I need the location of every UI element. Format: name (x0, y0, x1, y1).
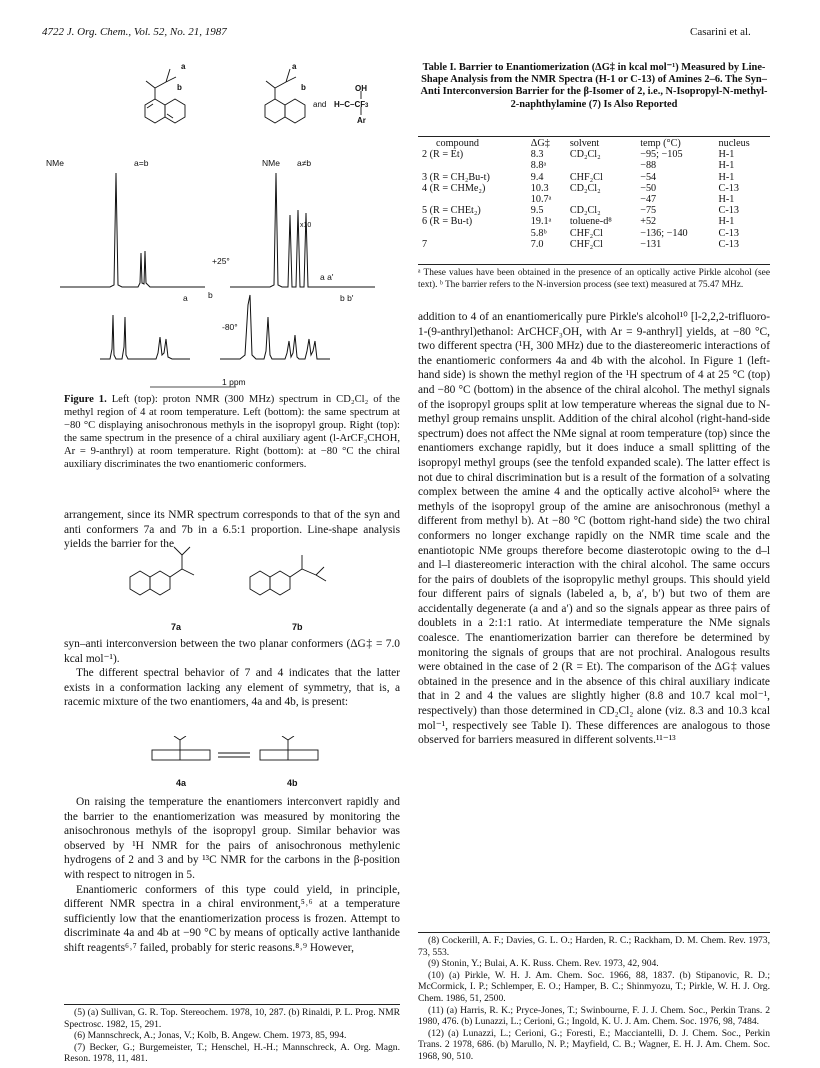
table-cell: −54 (640, 171, 657, 183)
label-7b: 7b (292, 622, 303, 632)
right-top-spectrum (230, 173, 375, 287)
label-temp-25: +25° (212, 256, 230, 266)
left-para-1: arrangement, since its NMR spectrum corresponds to that of the syn and anti conformers 7a and 7b in a 6.5:1 proportion. Line-shape analysis yields the barrier for the (64, 509, 400, 551)
table-cell: 10.7ᵃ (530, 194, 552, 206)
table-cell: −47 (640, 194, 657, 206)
figure-caption-lead: Figure 1. (64, 394, 107, 405)
footnote-8: (8) Cockerill, A. F.; Davies, G. L. O.; Harden, R. C.; Rackham, D. M. Chem. Rev. 1973, 73, 553. (418, 935, 770, 958)
right-footnote-rule (418, 932, 770, 933)
label-a-aprime: a a' (320, 272, 334, 282)
table-cell: 5 (R = CHEt₂) (422, 205, 481, 217)
table-header-cell: solvent (569, 138, 600, 149)
left-para-2: syn–anti interconversion between the two planar conformers (ΔG‡ = 7.0 kcal mol⁻¹). (64, 638, 400, 665)
table-top-rule (418, 136, 770, 137)
table-cell: 6 (R = Bu-t) (422, 216, 473, 228)
table-cell: C-13 (718, 227, 739, 239)
label-4b: 4b (287, 778, 298, 788)
struct-label-a: a (181, 62, 186, 71)
table-cell: C-13 (718, 238, 739, 250)
table-1-footnote: ᵃ These values have been obtained in the presence of an optically active Pirkle alcohol (see text). ᵇ The barrier refers to the N-inversion process (see text) measured at 75.47 MHz. (418, 268, 770, 290)
table-1 (418, 138, 770, 250)
table-cell: CHF₂Cl (569, 238, 603, 250)
table-cell: 8.8ᵃ (530, 160, 547, 172)
label-temp-80: -80° (222, 322, 238, 332)
figure-caption-text: Left (top): proton NMR (300 MHz) spectrum in CD₂Cl₂ of the methyl region of 4 at room temperature. Left (bottom): the same spectrum at −80 °C displaying anisochronous methyls in the isopropyl group. Right (top): the same spectrum in the presence of a chiral auxiliary agent (l-ArCF₃CHOH, Ar = 9-anthryl) at room temperature. Right (bottom): at −80 °C the chiral auxiliary discriminates the two enantiomeric conformers. (64, 394, 400, 470)
table-cell: C-13 (718, 205, 739, 217)
table-cell (567, 160, 637, 171)
running-head-right: Casarini et al. (690, 26, 751, 38)
label-a-neq-b: a≠b (297, 158, 312, 168)
table-header-cell: temp (°C) (640, 138, 681, 149)
left-top-spectrum (60, 173, 205, 287)
table-cell: −131 (640, 238, 662, 250)
table-header-cell: ΔG‡ (530, 138, 550, 149)
naphthylamine-with-alcohol-structure (265, 69, 361, 123)
label-x10: x10 (300, 222, 312, 229)
label-7a: 7a (171, 622, 182, 632)
table-cell: 19.1ᵃ (530, 216, 552, 228)
table-1-grid (418, 138, 770, 250)
footnote-12: (12) (a) Lunazzi, L.; Cerioni, G.; Foresti, E.; Macciantelli, D. J. Chem. Soc., Perkin Trans. 2 1978, 686. (b) Marullo, N. P.; Mayfield, C. B.; Wagner, E. H. J. Am. Chem. Soc. 1968, 90, 510. (418, 1027, 770, 1062)
table-cell (567, 194, 637, 205)
table-cell: H-1 (718, 194, 735, 206)
table-cell: H-1 (718, 216, 735, 228)
table-row (418, 239, 770, 250)
table-row (418, 216, 770, 227)
struct-label-b: b (177, 83, 182, 92)
table-cell: CD₂Cl₂ (569, 205, 601, 217)
label-a: a (183, 293, 188, 303)
table-cell: 3 (R = CH₂Bu-t) (422, 171, 490, 183)
footnote-6: (6) Mannschreck, A.; Jonas, V.; Kolb, B. Angew. Chem. 1973, 85, 994. (74, 1030, 347, 1042)
table-cell: 9.5 (530, 205, 544, 217)
table-bottom-rule (418, 264, 770, 265)
left-para-4: On raising the temperature the enantiomers interconvert rapidly and the barrier to the enantiomerization was measured by monitoring the anisochronous methyls of the isopropyl group. Similar behavior was observed by ¹H NMR for the pairs of anisochronous methylenic hydrogens of 2 and 3 and by ¹³C NMR for the carbons in the β-position with respect to nitrogen in 5. (64, 796, 400, 881)
left-bottom-spectrum (100, 315, 190, 359)
right-footnotes (418, 935, 770, 1063)
table-cell: 4 (R = CHMe₂) (422, 182, 486, 194)
table-row (418, 183, 770, 194)
running-head-left: 4722 J. Org. Chem., Vol. 52, No. 21, 1987 (42, 26, 227, 38)
table-cell: C-13 (718, 182, 739, 194)
left-footnotes (64, 1007, 400, 1065)
footnote-10: (10) (a) Pirkle, W. H. J. Am. Chem. Soc. 1966, 88, 1837. (b) Stipanovic, R. D.; McCormick, I. P.; Schlemper, E. O.; Hamper, B. C.; Shinmyozu, T.; Pirkle, W. H. J. Org. Chem. 1986, 51, 2500. (418, 969, 770, 1004)
table-cell: H-1 (718, 149, 735, 161)
table-cell: 7 (422, 238, 428, 250)
table-header-row (418, 138, 770, 149)
table-cell (418, 194, 528, 205)
figure-1-caption (64, 393, 400, 471)
structures-7a-7b-drawing (120, 545, 370, 615)
table-cell: −50 (640, 182, 657, 194)
table-row (418, 160, 770, 171)
table-cell: +52 (640, 216, 657, 228)
label-nme-right: NMe (262, 158, 280, 168)
struct-label-b-right: b (301, 83, 306, 92)
table-cell: −136; −140 (640, 227, 688, 239)
table-cell: CD₂Cl₂ (569, 149, 601, 161)
right-para-1: addition to 4 of an enantiomerically pure Pirkle's alcohol¹⁰ [l-2,2,2-trifluoro-1-(9-anthryl)ethanol: ArCHCF₃OH, with Ar = 9-anthryl] yields, at −80 °C, two different spectra (¹H, 300 MHz) due to the diastereomeric interactions of the enantiomeric conformers 4a and 4b with the alcohol. In Figure 1 (left-hand side) is shown the methyl region of the ¹H spectrum of 4 at 25 °C (top) and −80 °C (bottom) in the absence of the chiral alcohol. The methyl signals of the isopropyl groups split at low temperature whereas the signal due to N-methyl group remains unsplit. Addition of the chiral alcohol (right-hand-side spectrum) does not affect the NMe signal at room temperature (top) since the enantiomers exchange rapidly, but it does induce a small splitting of the isopropyl methyl groups (see the tenfold expanded scale). The latter effect is not due to chiral discrimination but is a result of the formation of a solvating complex between the amine 4 and the optically active alcohol⁵ᵃ where the methyls of the isopropyl group of the amine are anisochronous (methyl a different from methyl b). At −80 °C (bottom right-hand side) the two chiral conformers no longer exchange rapidly on the NMR time scale and the enantiotopic NMe groups therefore become diasterotopic owing to the d–l and l–l diastereomeric interaction with the chiral alcohol. The same occurs for the pairs of doublets of the isopropylic methyl groups. This should yield four different pairs of signals (labeled a, b, a′, b′) but two of them are accidentally degenerate (a and a′) and so the signals appear as three pairs of doublets in a 2:1:1 ratio. At intermediate temperature the NMe signals coalesce. The enantiomerization barrier can therefore be determined by monitoring the signals of groups that are not prochiral. Analogous results were obtained in the case of 2 (R = Et). The comparison of the ΔG‡ values obtained in the presence and in the absence of this chiral auxiliary indicate that in 2 and 4 the values are slightly higher (8.8 and 10.7 kcal mol⁻¹, respectively) than those determined in CD₂Cl₂ alone (viz. 8.3 and 10.3 kcal mol⁻¹, respectively see Table I). These differences are analogous to those observed for barriers measured in different solvents.¹¹⁻¹³ (418, 311, 770, 747)
table-cell: toluene-d⁸ (569, 216, 612, 228)
right-col-body (418, 310, 770, 748)
footnote-9: (9) Stonin, Y.; Bulai, A. K. Russ. Chem. Rev. 1973, 42, 904. (428, 958, 659, 970)
table-cell: 5.8ᵇ (530, 227, 547, 239)
footnote-5: (5) (a) Sullivan, G. R. Top. Stereochem. 1978, 10, 287. (b) Rinaldi, P. L. Prog. NMR Spectrosc. 1982, 15, 291. (64, 1007, 400, 1030)
table-row (418, 172, 770, 183)
label-b-bprime: b b' (340, 293, 354, 303)
structures-7a-7b (120, 545, 370, 615)
struct-label-a-right: a (292, 62, 297, 71)
table-cell: 2 (R = Et) (422, 149, 464, 161)
label-a-equals-b: a=b (134, 158, 149, 168)
left-para-5: Enantiomeric conformers of this type could yield, in principle, different NMR spectra in a chiral environment,⁵˒⁶ at a temperature sufficiently low that the enantiomerization process is frozen. Attempt to discriminate 4a and 4b at −90 °C by means of optically active lanthanide shift reagents⁶˒⁷ failed, probably for steric reasons.⁸˒⁹ However, (64, 883, 400, 954)
table-cell: 7.0 (530, 238, 544, 250)
struct-label-oh: OH (355, 84, 367, 93)
structures-4a-4b (150, 736, 350, 774)
left-col-body-2 (64, 637, 400, 710)
table-cell: CHF₂Cl (569, 171, 603, 183)
table-cell: CHF₂Cl (569, 227, 603, 239)
left-para-3: The different spectral behavior of 7 and 4 indicates that the latter exists in a conformation lacking any element of symmetry, that is, a racemic mixture of the two enantiomers, 4a and 4b, is present: (64, 667, 400, 709)
table-cell: −95; −105 (640, 149, 683, 161)
struct-label-cf3-subscript: 3 (365, 103, 369, 109)
table-cell: CD₂Cl₂ (569, 182, 601, 194)
table-cell (418, 228, 528, 239)
table-cell: 8.3 (530, 149, 544, 161)
table-row (418, 228, 770, 239)
table-cell: −75 (640, 205, 657, 217)
table-cell: −88 (640, 160, 657, 172)
table-cell: H-1 (718, 160, 735, 172)
label-4a: 4a (176, 778, 187, 788)
label-ppm: 1 ppm (222, 377, 246, 387)
table-1-title: Table I. Barrier to Enantiomerization (ΔG‡ in kcal mol⁻¹) Measured by Line-Shape Analysis from the NMR Spectra (H-1 or C-13) of Amines 2–6. The Syn–Anti Interconversion Barrier for the β-Isomer of 2, i.e., N-Isopropyl-N-methyl-2-naphthylamine (7) Is Also Reported (420, 62, 768, 110)
table-row (418, 205, 770, 216)
structures-4a-4b-drawing (150, 736, 350, 774)
struct-label-ar: Ar (357, 116, 366, 125)
label-b: b (208, 290, 213, 300)
table-header-cell: nucleus (718, 138, 750, 149)
left-footnote-rule (64, 1004, 400, 1005)
footnote-7: (7) Becker, G.; Burgemeister, T.; Henschel, H.-H.; Mannschreck, A. Org. Magn. Reson. 1978, 11, 481. (64, 1041, 400, 1065)
left-col-body-3 (64, 795, 400, 956)
table-row (418, 149, 770, 160)
struct-label-and: and (313, 100, 327, 109)
table-cell: H-1 (718, 171, 735, 183)
label-nme-left: NMe (46, 158, 64, 168)
struct-label-hccf: H–C–CF (334, 100, 366, 109)
table-cell: 9.4 (530, 171, 544, 183)
table-row (418, 194, 770, 205)
table-header-cell: compound (436, 138, 480, 149)
table-cell: 10.3 (530, 182, 549, 194)
footnote-11: (11) (a) Harris, R. K.; Pryce-Jones, T.; Swinbourne, F. J. J. Chem. Soc., Perkin Trans. 2 1980, 476. (b) Lunazzi, L.; Cerioni, G.; Ingold, K. U. J. Am. Chem. Soc. 1976, 98, 7484. (418, 1004, 770, 1028)
table-cell (418, 160, 528, 171)
naphthylamine-structure (145, 69, 185, 123)
